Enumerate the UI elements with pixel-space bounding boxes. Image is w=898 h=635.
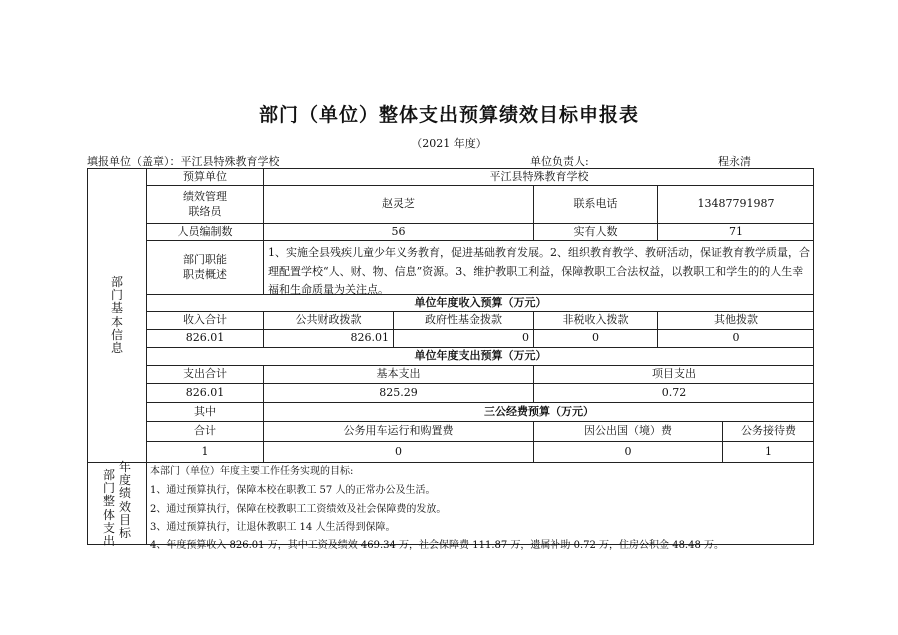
- expense-header-basic: 基本支出: [263, 365, 533, 383]
- budget-unit-label: 预算单位: [146, 169, 263, 185]
- income-heading: 单位年度收入预算（万元）: [146, 294, 814, 311]
- filing-unit: [87, 153, 280, 169]
- duties-text: 1、实施全县残疾儿童少年义务教育，促进基础教育发展。2、组织教育教学、教研活动，保证教育教学质量，合理配置学校“人、财、物、信息”资源。3、维护教职工利益，保障教职工合法权益，以教职工和学生的的人生幸福和生命质量为关注点。: [263, 240, 814, 294]
- goal-item-2: 2、通过预算执行，保障在校教职工工资绩效及社会保障费的发放。: [150, 504, 447, 515]
- income-value-other: 0: [657, 329, 814, 347]
- goals-intro: 本部门（单位）年度主要工作任务实现的目标:: [150, 466, 354, 477]
- expense-heading: 单位年度支出预算（万元）: [146, 347, 814, 365]
- expense-value-basic: 825.29: [263, 383, 533, 402]
- income-value-fund: 0: [393, 329, 533, 347]
- expense-header-project: 项目支出: [533, 365, 814, 383]
- budget-table: [87, 168, 814, 551]
- three-public-header-abroad: 因公出国（境）费: [533, 421, 722, 441]
- goal-item-1: 1、通过预算执行，保障本校在职教工 57 人的正常办公及生活。: [150, 485, 436, 496]
- income-value-total: 826.01: [146, 329, 263, 347]
- actual-staff-label: 实有人数: [533, 223, 657, 240]
- goals-panel: [146, 462, 814, 551]
- unit-head-label: 单位负责人:: [530, 155, 589, 168]
- unit-head-value: 程永清: [718, 155, 751, 168]
- three-public-header-vehicle: 公务用车运行和购置费: [263, 421, 533, 441]
- three-public-header-total: 合计: [146, 421, 263, 441]
- income-value-nontax: 0: [533, 329, 657, 347]
- section-basic-info-label: 部 门 基 本 信 息: [110, 274, 123, 355]
- contact-label: 绩效管理 联络员: [146, 185, 263, 223]
- three-public-value-reception: 1: [722, 441, 814, 462]
- page-title: 部门（单位）整体支出预算绩效目标申报表: [258, 104, 639, 126]
- income-header-fund: 政府性基金拨款: [393, 311, 533, 329]
- phone-value: 13487791987: [657, 185, 814, 223]
- expense-value-project: 0.72: [533, 383, 814, 402]
- filing-unit-value: 平江县特殊教育学校: [180, 155, 280, 168]
- staff-quota-value: 56: [263, 223, 533, 240]
- three-public-heading: 三公经费预算（万元）: [263, 402, 814, 421]
- expense-header-total: 支出合计: [146, 365, 263, 383]
- income-header-nontax: 非税收入拨款: [533, 311, 657, 329]
- staff-quota-label: 人员编制数: [146, 223, 263, 240]
- actual-staff-value: 71: [657, 223, 814, 240]
- duties-label: 部门职能 职责概述: [146, 240, 263, 294]
- goal-item-4: 4、年度预算收入 826.01 万，其中工资及绩效 469.34 万，社会保障费 111.87 万，遗属补助 0.72 万，住房公积金 48.48 万。: [150, 540, 725, 551]
- section-goals-label-col1: 部 门 整 体 支 出: [102, 467, 115, 548]
- three-public-header-reception: 公务接待费: [722, 421, 814, 441]
- goal-item-3: 3、通过预算执行，让退休教职工 14 人生活得到保障。: [150, 522, 396, 533]
- filing-unit-label: 填报单位（盖章）：: [87, 155, 181, 168]
- three-public-value-total: 1: [146, 441, 263, 462]
- three-public-value-vehicle: 0: [263, 441, 533, 462]
- three-public-value-abroad: 0: [533, 441, 722, 462]
- section-goals-label-col2: 年 度 绩 效 目 标: [119, 459, 132, 540]
- phone-label: 联系电话: [533, 185, 657, 223]
- income-header-other: 其他拨款: [657, 311, 814, 329]
- income-value-public: 826.01: [263, 329, 393, 347]
- contact-value: 赵灵芝: [263, 185, 533, 223]
- income-header-total: 收入合计: [146, 311, 263, 329]
- expense-value-total: 826.01: [146, 383, 263, 402]
- year-label: （2021 年度）: [411, 137, 487, 150]
- qizhong-label: 其中: [146, 402, 263, 421]
- section-goals-label: [88, 459, 146, 548]
- budget-unit-value: 平江县特殊教育学校: [263, 169, 814, 185]
- income-header-public: 公共财政拨款: [263, 311, 393, 329]
